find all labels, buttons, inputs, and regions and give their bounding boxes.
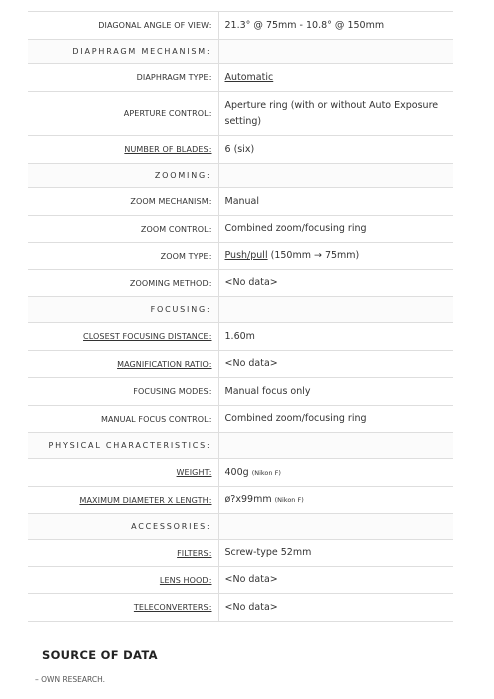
label-text: ZOOM MECHANISM: — [130, 197, 212, 206]
label-text: DIAPHRAGM TYPE: — [136, 73, 212, 82]
spec-label — [28, 323, 218, 351]
spec-row — [28, 323, 453, 351]
spec-value — [218, 514, 453, 540]
spec-row — [28, 92, 453, 136]
value-text: <No data> — [224, 277, 278, 288]
spec-value — [218, 64, 453, 92]
value-text: Aperture ring (with or without Auto Exposure setting) — [224, 99, 439, 127]
spec-value — [218, 243, 453, 270]
specifications-table — [28, 11, 453, 622]
spec-value — [218, 378, 453, 406]
spec-row — [28, 64, 453, 92]
spec-row — [28, 270, 453, 297]
spec-value — [218, 164, 453, 188]
label-text[interactable]: MAXIMUM DIAMETER X LENGTH: — [79, 495, 212, 505]
spec-row — [28, 594, 453, 622]
label-text: ACCESSORIES: — [131, 522, 212, 531]
spec-label — [28, 216, 218, 243]
value-text: <No data> — [224, 358, 278, 369]
spec-value — [218, 459, 453, 487]
label-text: ZOOM CONTROL: — [140, 224, 212, 234]
value-text: (150mm → 75mm) — [267, 250, 360, 261]
spec-row — [28, 351, 453, 378]
section-header-row — [28, 40, 453, 64]
section-title — [28, 514, 218, 540]
label-text: APERTURE CONTROL: — [123, 109, 212, 118]
label-text[interactable]: WEIGHT: — [176, 468, 212, 477]
spec-label — [28, 487, 218, 514]
spec-value — [218, 216, 453, 243]
section-header-row — [28, 164, 453, 188]
value-text[interactable]: Automatic — [224, 71, 274, 83]
spec-value — [218, 12, 453, 40]
value-text: Combined zoom/focusing ring — [224, 413, 367, 424]
spec-label — [28, 459, 218, 487]
label-text: PHYSICAL CHARACTERISTICS: — [48, 441, 212, 450]
section-header-row — [28, 514, 453, 540]
value-note: (Nikon F) — [251, 468, 281, 477]
label-text[interactable]: MAGNIFICATION RATIO: — [117, 359, 212, 369]
spec-label — [28, 12, 218, 40]
spec-value — [218, 594, 453, 622]
spec-row — [28, 567, 453, 594]
spec-row — [28, 243, 453, 270]
spec-value — [218, 136, 453, 164]
label-text[interactable]: NUMBER OF BLADES: — [124, 145, 212, 154]
value-text: ø?x99mm — [224, 494, 275, 505]
spec-value — [218, 567, 453, 594]
value-text: Manual — [224, 195, 260, 207]
spec-value — [218, 270, 453, 297]
section-title — [28, 40, 218, 64]
spec-value — [218, 433, 453, 459]
spec-label — [28, 188, 218, 216]
label-text: DIAPHRAGM MECHANISM: — [72, 47, 212, 56]
value-text: 6 (six) — [224, 143, 255, 155]
section-title — [28, 164, 218, 188]
label-text: DIAGONAL ANGLE OF VIEW: — [98, 21, 212, 30]
spec-value — [218, 487, 453, 514]
spec-label — [28, 406, 218, 433]
spec-value — [218, 40, 453, 64]
spec-label — [28, 540, 218, 567]
section-title — [28, 297, 218, 323]
spec-value — [218, 351, 453, 378]
spec-label — [28, 243, 218, 270]
label-text: ZOOMING METHOD: — [129, 278, 212, 288]
value-text: Combined zoom/focusing ring — [224, 223, 367, 234]
spec-row — [28, 378, 453, 406]
label-text: FOCUSING MODES: — [133, 387, 212, 396]
label-text[interactable]: LENS HOOD: — [159, 575, 212, 585]
section-title — [28, 433, 218, 459]
spec-row — [28, 487, 453, 514]
source-item: – OWN RESEARCH. — [35, 675, 105, 684]
spec-label — [28, 92, 218, 136]
spec-label — [28, 594, 218, 622]
spec-row — [28, 188, 453, 216]
section-header-row — [28, 433, 453, 459]
value-text[interactable]: Push/pull — [224, 250, 268, 261]
spec-row — [28, 406, 453, 433]
value-text: <No data> — [224, 601, 278, 613]
label-text[interactable]: TELECONVERTERS: — [133, 603, 212, 612]
section-header-row — [28, 297, 453, 323]
spec-value — [218, 323, 453, 351]
value-text: Manual focus only — [224, 385, 311, 397]
spec-row — [28, 540, 453, 567]
spec-label — [28, 64, 218, 92]
source-list — [35, 675, 105, 684]
spec-value — [218, 540, 453, 567]
spec-row — [28, 12, 453, 40]
spec-row — [28, 216, 453, 243]
spec-label — [28, 378, 218, 406]
value-text: 21.3° @ 75mm - 10.8° @ 150mm — [224, 19, 385, 31]
value-text: 400g — [224, 466, 252, 478]
spec-value — [218, 188, 453, 216]
spec-row — [28, 459, 453, 487]
label-text[interactable]: FILTERS: — [177, 548, 212, 558]
label-text: MANUAL FOCUS CONTROL: — [100, 414, 212, 424]
value-text: 1.60m — [224, 330, 255, 342]
spec-row — [28, 136, 453, 164]
value-text: <No data> — [224, 574, 278, 585]
spec-label — [28, 270, 218, 297]
spec-value — [218, 92, 453, 136]
label-text[interactable]: CLOSEST FOCUSING DISTANCE: — [83, 332, 212, 341]
spec-label — [28, 351, 218, 378]
source-of-data-heading: SOURCE OF DATA — [42, 648, 158, 662]
label-text: ZOOMING: — [154, 171, 212, 180]
spec-value — [218, 406, 453, 433]
value-note: (Nikon F) — [274, 496, 304, 504]
spec-value — [218, 297, 453, 323]
spec-label — [28, 567, 218, 594]
value-text: Screw-type 52mm — [224, 547, 312, 558]
label-text: FOCUSING: — [150, 305, 212, 314]
spec-label — [28, 136, 218, 164]
label-text: ZOOM TYPE: — [160, 251, 212, 261]
